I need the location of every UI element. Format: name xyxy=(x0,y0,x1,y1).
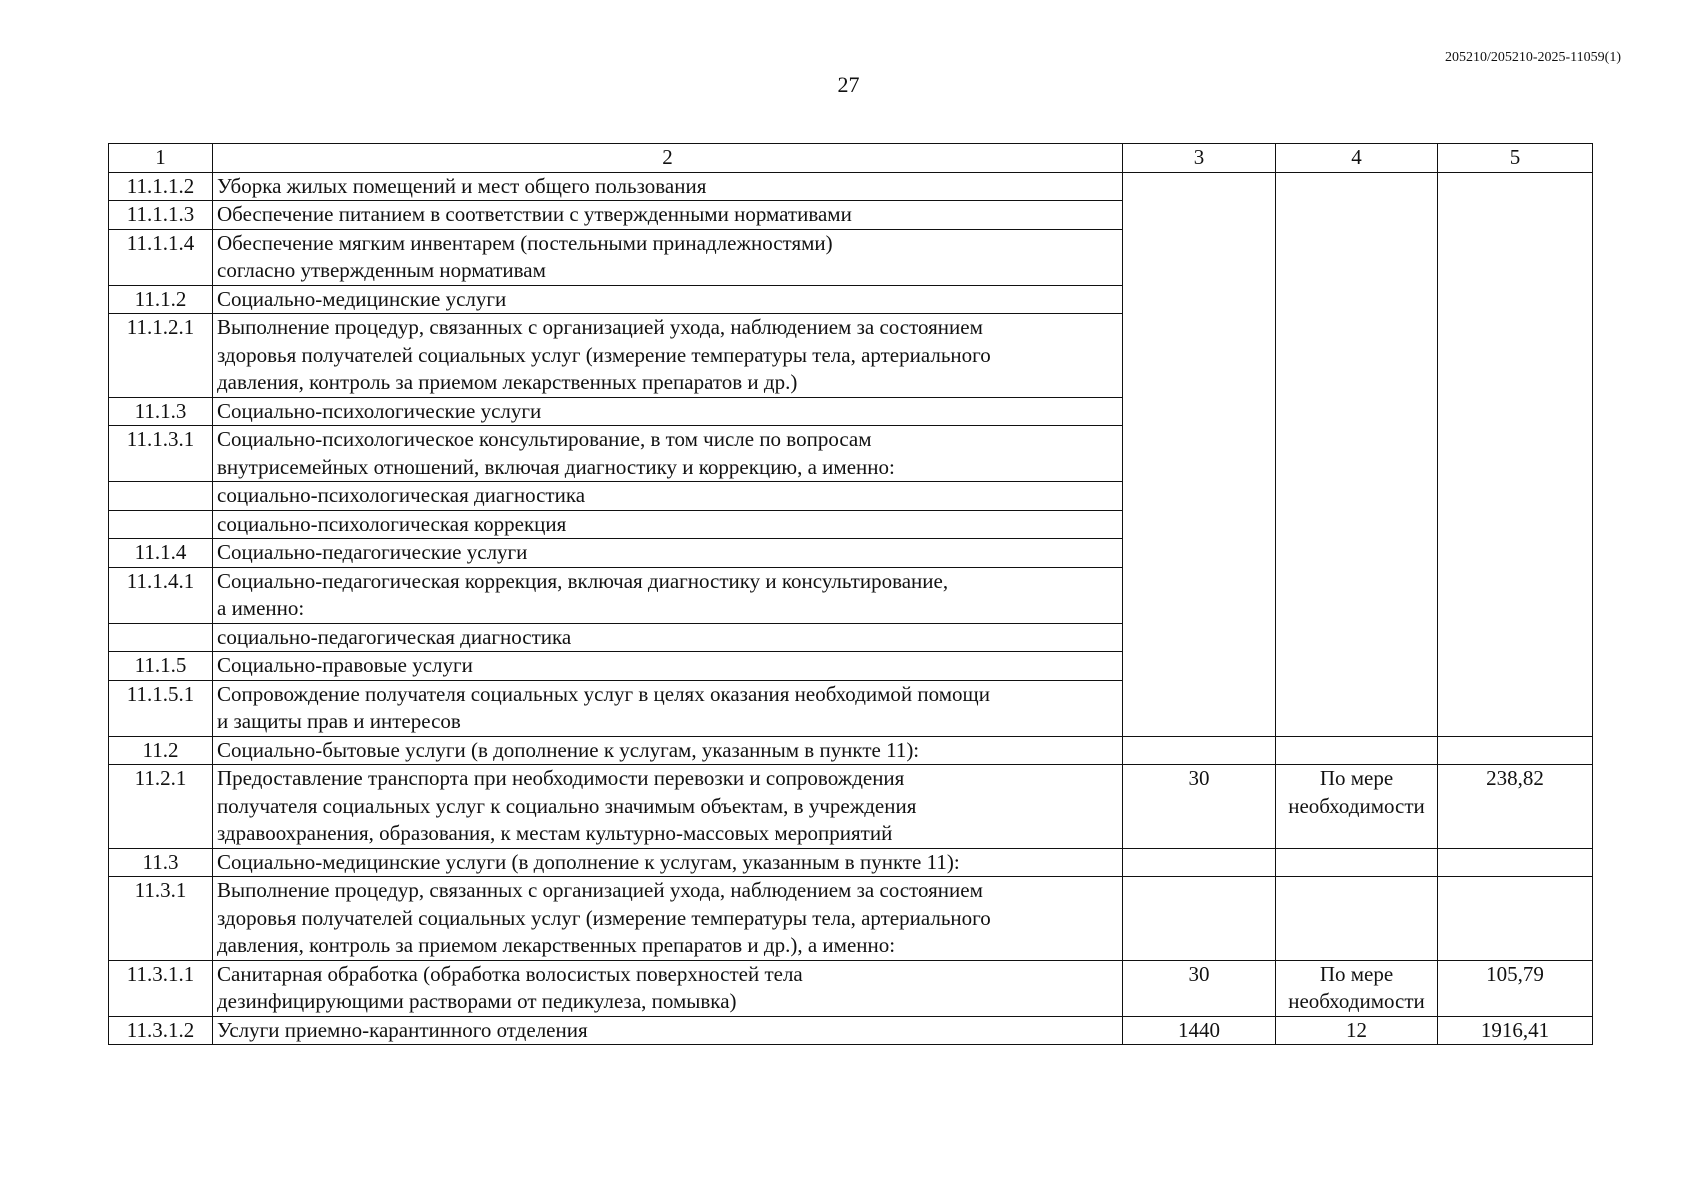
row-number: 11.1.3 xyxy=(109,397,213,426)
frequency-cell xyxy=(1276,877,1438,961)
row-number: 11.3.1 xyxy=(109,877,213,961)
page-number: 27 xyxy=(837,72,860,97)
service-description: Уборка жилых помещений и мест общего пользования xyxy=(213,172,1123,201)
row-number: 11.1.5.1 xyxy=(109,680,213,736)
service-description: Услуги приемно-карантинного отделения xyxy=(213,1016,1123,1045)
service-description: социально-педагогическая диагностика xyxy=(213,623,1123,652)
frequency-cell xyxy=(1276,736,1438,765)
row-number: 11.1.4 xyxy=(109,539,213,568)
service-description: Обеспечение мягким инвентарем (постельными принадлежностями) согласно утвержденным нормативам xyxy=(213,229,1123,285)
column-number-3: 3 xyxy=(1123,144,1276,173)
service-description: Санитарная обработка (обработка волосистых поверхностей тела дезинфицирующими растворами от педикулеза, помывка) xyxy=(213,960,1123,1016)
service-description: социально-психологическая коррекция xyxy=(213,510,1123,539)
frequency-cell: По мере необходимости xyxy=(1276,765,1438,849)
table-row xyxy=(109,765,1593,849)
table-row xyxy=(109,848,1593,877)
column-numbers-row xyxy=(109,144,1593,173)
column-number-1: 1 xyxy=(109,144,213,173)
service-description: Социально-правовые услуги xyxy=(213,652,1123,681)
row-number: 11.1.4.1 xyxy=(109,567,213,623)
time-norm-cell: 1440 xyxy=(1123,1016,1276,1045)
time-norm-cell: 30 xyxy=(1123,765,1276,849)
column-number-2: 2 xyxy=(213,144,1123,173)
service-description: Социально-психологическое консультирование, в том числе по вопросам внутрисемейных отношений, включая диагностику и коррекцию, а именно: xyxy=(213,426,1123,482)
time-norm-cell: 30 xyxy=(1123,960,1276,1016)
frequency-cell xyxy=(1276,848,1438,877)
merged-empty-cell-col3 xyxy=(1123,172,1276,736)
service-description: Социально-психологические услуги xyxy=(213,397,1123,426)
row-number xyxy=(109,510,213,539)
frequency-cell: 12 xyxy=(1276,1016,1438,1045)
tariff-cell xyxy=(1438,736,1593,765)
time-norm-cell xyxy=(1123,877,1276,961)
column-number-4: 4 xyxy=(1276,144,1438,173)
table-row xyxy=(109,960,1593,1016)
table-row xyxy=(109,736,1593,765)
time-norm-cell xyxy=(1123,736,1276,765)
service-description: Социально-педагогическая коррекция, включая диагностику и консультирование, а именно: xyxy=(213,567,1123,623)
service-description: Обеспечение питанием в соответствии с утвержденными нормативами xyxy=(213,201,1123,230)
row-number: 11.1.1.3 xyxy=(109,201,213,230)
service-description: Предоставление транспорта при необходимости перевозки и сопровождения получателя социальных услуг к социально значимым объектам, в учреждения здравоохранения, образования, к местам культурно-массовых мероприятий xyxy=(213,765,1123,849)
service-description: Социально-бытовые услуги (в дополнение к услугам, указанным в пункте 11): xyxy=(213,736,1123,765)
tariff-cell xyxy=(1438,848,1593,877)
merged-empty-cell-col5 xyxy=(1438,172,1593,736)
frequency-cell: По мере необходимости xyxy=(1276,960,1438,1016)
service-description: Выполнение процедур, связанных с организацией ухода, наблюдением за состоянием здоровья получателей социальных услуг (измерение температуры тела, артериального давления, контроль за приемом лекарственных препаратов и др.), а именно: xyxy=(213,877,1123,961)
services-table xyxy=(108,143,1593,1045)
row-number: 11.1.1.4 xyxy=(109,229,213,285)
service-description: Социально-педагогические услуги xyxy=(213,539,1123,568)
row-number: 11.1.1.2 xyxy=(109,172,213,201)
row-number xyxy=(109,482,213,511)
row-number: 11.1.5 xyxy=(109,652,213,681)
service-description: Социально-медицинские услуги (в дополнение к услугам, указанным в пункте 11): xyxy=(213,848,1123,877)
document-id: 205210/205210-2025-11059(1) xyxy=(1444,50,1621,65)
column-number-5: 5 xyxy=(1438,144,1593,173)
services-table-body xyxy=(109,144,1593,1045)
row-number: 11.3 xyxy=(109,848,213,877)
merged-empty-cell-col4 xyxy=(1276,172,1438,736)
table-row xyxy=(109,877,1593,961)
row-number: 11.1.2.1 xyxy=(109,314,213,398)
tariff-cell: 105,79 xyxy=(1438,960,1593,1016)
row-number: 11.2.1 xyxy=(109,765,213,849)
service-description: социально-психологическая диагностика xyxy=(213,482,1123,511)
row-number: 11.3.1.1 xyxy=(109,960,213,1016)
time-norm-cell xyxy=(1123,848,1276,877)
service-description: Социально-медицинские услуги xyxy=(213,285,1123,314)
tariff-cell xyxy=(1438,877,1593,961)
row-number: 11.3.1.2 xyxy=(109,1016,213,1045)
service-description: Выполнение процедур, связанных с организацией ухода, наблюдением за состоянием здоровья получателей социальных услуг (измерение температуры тела, артериального давления, контроль за приемом лекарственных препаратов и др.) xyxy=(213,314,1123,398)
table-row xyxy=(109,1016,1593,1045)
row-number: 11.2 xyxy=(109,736,213,765)
row-number: 11.1.2 xyxy=(109,285,213,314)
row-number: 11.1.3.1 xyxy=(109,426,213,482)
service-description: Сопровождение получателя социальных услуг в целях оказания необходимой помощи и защиты прав и интересов xyxy=(213,680,1123,736)
table-row xyxy=(109,172,1593,201)
row-number xyxy=(109,623,213,652)
tariff-cell: 1916,41 xyxy=(1438,1016,1593,1045)
tariff-cell: 238,82 xyxy=(1438,765,1593,849)
